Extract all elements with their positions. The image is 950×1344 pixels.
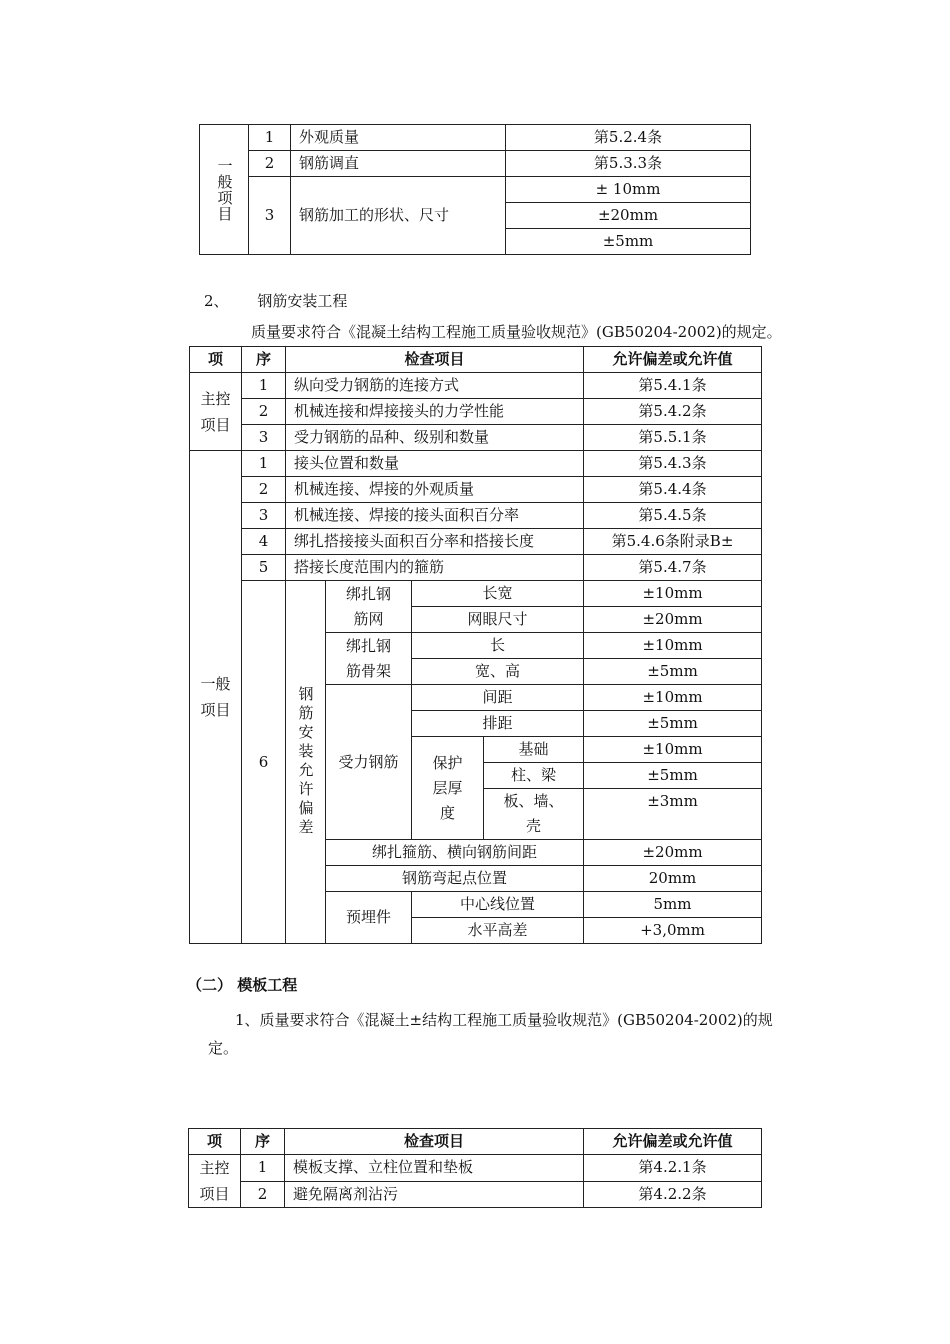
tolerance-value: 第5.4.5条 (584, 503, 762, 529)
sub-item: 网眼尺寸 (412, 607, 584, 633)
tolerance-value: 第5.3.3条 (506, 151, 751, 177)
sub-item: 间距 (412, 685, 584, 711)
tolerance-value: 第5.4.3条 (584, 451, 762, 477)
row-number: 4 (242, 529, 286, 555)
row-number: 1 (249, 125, 291, 151)
table-formwork (188, 1128, 762, 1208)
cage-label: 绑扎钢筋骨架 (326, 633, 412, 685)
inspection-item: 机械连接、焊接的外观质量 (286, 477, 584, 503)
row-number: 2 (242, 477, 286, 503)
row-number: 3 (242, 425, 286, 451)
row-number: 2 (242, 399, 286, 425)
tolerance-value: ±5mm (584, 763, 762, 789)
tolerance-value: +3,0mm (584, 918, 762, 944)
sub-item: 板、墙、壳 (484, 789, 584, 840)
group-label-main: 主控项目 (190, 373, 242, 451)
tolerance-value: 第5.4.4条 (584, 477, 762, 503)
sub-item: 长宽 (412, 581, 584, 607)
row-number: 5 (242, 555, 286, 581)
tolerance-value: ±5mm (506, 229, 751, 255)
section-intro: 质量要求符合《混凝土结构工程施工质量验收规范》(GB50204-2002)的规定。 (251, 323, 782, 341)
row-number: 3 (242, 503, 286, 529)
tolerance-value: ±20mm (506, 203, 751, 229)
header-number: 序 (241, 1129, 285, 1155)
sub-item: 长 (412, 633, 584, 659)
header-number: 序 (242, 347, 286, 373)
tolerance-value: 第5.4.1条 (584, 373, 762, 399)
tolerance-value: ±20mm (584, 607, 762, 633)
group-label-general: 一般项目 (190, 451, 242, 944)
section-title: 钢筋安装工程 (257, 292, 348, 310)
group-label-main: 主控项目 (189, 1155, 241, 1208)
section-intro-line2: 定。 (208, 1039, 239, 1057)
inspection-item: 钢筋调直 (291, 151, 506, 177)
tolerance-value: 第5.5.1条 (584, 425, 762, 451)
row-number: 2 (249, 151, 291, 177)
header-category: 项 (189, 1129, 241, 1155)
inspection-item: 钢筋加工的形状、尺寸 (291, 177, 506, 255)
tolerance-value: ±3mm (584, 789, 762, 840)
tolerance-value: ±5mm (584, 711, 762, 737)
sub-item: 水平高差 (412, 918, 584, 944)
row-number: 6 (242, 581, 286, 944)
inspection-item: 纵向受力钢筋的连接方式 (286, 373, 584, 399)
sub-item: 排距 (412, 711, 584, 737)
header-inspection-item: 检查项目 (286, 347, 584, 373)
tolerance-value: ±10mm (584, 685, 762, 711)
tolerance-value: 第5.4.6条附录B± (584, 529, 762, 555)
tolerance-value: 第5.2.4条 (506, 125, 751, 151)
header-tolerance: 允许偏差或允许值 (584, 347, 762, 373)
tolerance-value: 第5.4.7条 (584, 555, 762, 581)
inspection-item: 绑扎搭接接头面积百分率和搭接长度 (286, 529, 584, 555)
table-rebar-install (189, 346, 762, 944)
section-number: 2、 (204, 292, 229, 310)
header-category: 项 (190, 347, 242, 373)
tolerance-value: 第5.4.2条 (584, 399, 762, 425)
tolerance-value: ± 10mm (506, 177, 751, 203)
section-heading-formwork: （二） 模板工程 (187, 976, 298, 994)
section-heading-rebar-install (204, 290, 347, 311)
tolerance-value: ±20mm (584, 840, 762, 866)
tolerance-value: 第4.2.1条 (584, 1155, 762, 1182)
sub-item: 绑扎箍筋、横向钢筋间距 (326, 840, 584, 866)
sub-item: 柱、梁 (484, 763, 584, 789)
inspection-item: 接头位置和数量 (286, 451, 584, 477)
inspection-item: 搭接长度范围内的箍筋 (286, 555, 584, 581)
row-number: 1 (241, 1155, 285, 1182)
tolerance-value: ±5mm (584, 659, 762, 685)
inspection-item: 机械连接和焊接接头的力学性能 (286, 399, 584, 425)
table-rebar-processing (199, 124, 751, 255)
tolerance-category: 钢筋安装允许偏差 (286, 581, 326, 944)
row-number: 1 (242, 451, 286, 477)
inspection-item: 避免隔离剂沾污 (285, 1181, 584, 1208)
rebar-label: 受力钢筋 (326, 685, 412, 840)
sub-item: 基础 (484, 737, 584, 763)
sub-item: 中心线位置 (412, 892, 584, 918)
inspection-item: 机械连接、焊接的接头面积百分率 (286, 503, 584, 529)
inspection-item: 受力钢筋的品种、级别和数量 (286, 425, 584, 451)
tolerance-value: 20mm (584, 866, 762, 892)
sub-item: 钢筋弯起点位置 (326, 866, 584, 892)
embed-label: 预埋件 (326, 892, 412, 944)
tolerance-value: 5mm (584, 892, 762, 918)
section-intro-line1: 1、质量要求符合《混凝土±结构工程施工质量验收规范》(GB50204-2002)的规 (235, 1011, 773, 1029)
tolerance-value: ±10mm (584, 633, 762, 659)
inspection-item: 外观质量 (291, 125, 506, 151)
cover-label: 保护层厚度 (412, 737, 484, 840)
row-number: 1 (242, 373, 286, 399)
row-number: 3 (249, 177, 291, 255)
header-inspection-item: 检查项目 (285, 1129, 584, 1155)
mesh-label: 绑扎钢筋网 (326, 581, 412, 633)
tolerance-value: ±10mm (584, 581, 762, 607)
header-tolerance: 允许偏差或允许值 (584, 1129, 762, 1155)
group-label-general: 一般项目 (200, 125, 249, 255)
inspection-item: 模板支撑、立柱位置和垫板 (285, 1155, 584, 1182)
tolerance-value: ±10mm (584, 737, 762, 763)
sub-item: 宽、高 (412, 659, 584, 685)
row-number: 2 (241, 1181, 285, 1208)
tolerance-value: 第4.2.2条 (584, 1181, 762, 1208)
